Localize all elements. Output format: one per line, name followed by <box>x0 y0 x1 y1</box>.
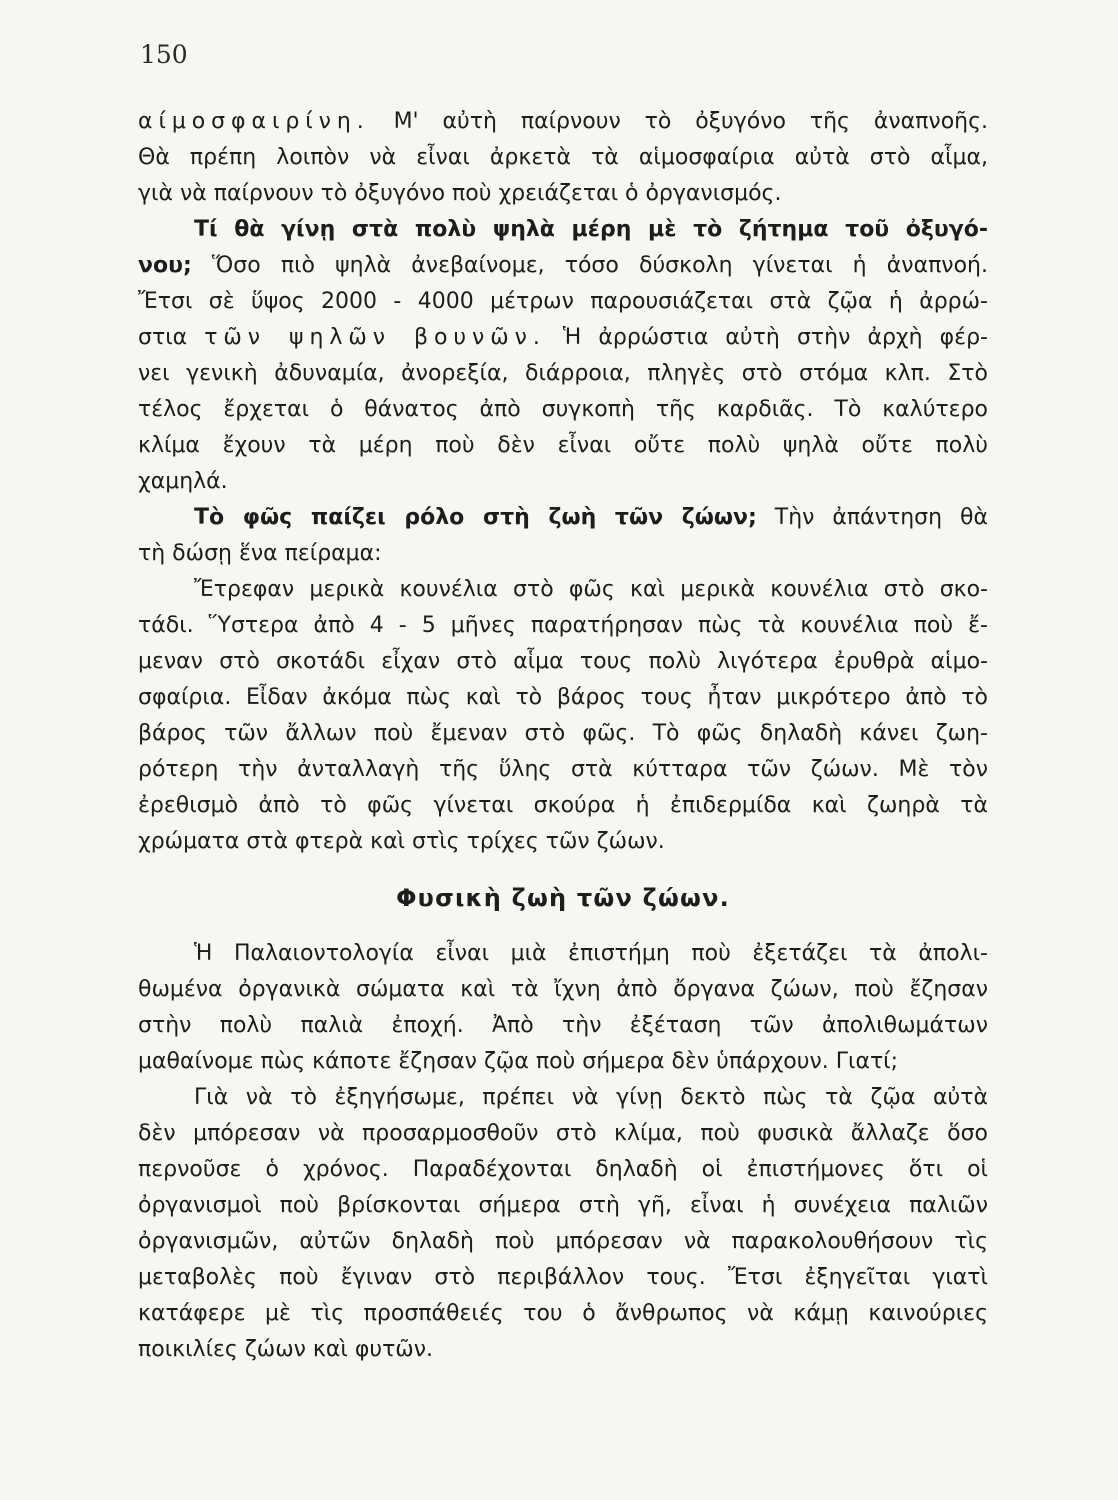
text-segment: μεναν στὸ σκοτάδι εἶχαν στὸ αἷμα τους πολὺ λιγότερα ἐρυθρὰ αἱμο- <box>138 649 988 674</box>
text-segment: ποικιλίες ζώων καὶ φυτῶν. <box>138 1337 434 1362</box>
paragraph <box>138 572 988 860</box>
paragraph <box>138 500 988 572</box>
section-heading: Φυσικὴ ζωὴ τῶν ζώων. <box>396 884 730 912</box>
text-segment: Ἡ Παλαιοντολογία εἶναι μιὰ ἐπιστήμη ποὺ ἐξετάζει τὰ ἀπολι- <box>194 941 988 966</box>
text-line <box>138 644 988 680</box>
text-line <box>138 1008 988 1044</box>
text-segment: κατάφερε μὲ τὶς προσπάθειές του ὁ ἄνθρωπος νὰ κάμῃ καινούριες <box>138 1301 988 1326</box>
text-line <box>138 284 988 320</box>
text-segment: περνοῦσε ὁ χρόνος. Παραδέχονται δηλαδὴ οἱ ἐπιστήμονες ὅτι οἱ <box>138 1157 988 1182</box>
text-segment: στὴν πολὺ παλιὰ ἐποχή. Ἀπὸ τὴν ἐξέταση τῶν ἀπολιθωμάτων <box>138 1013 988 1038</box>
text-line <box>138 1260 988 1296</box>
page-number: 150 <box>140 40 188 69</box>
text-segment: τάδι. Ὕστερα ἀπὸ 4 - 5 μῆνες παρατήρησαν πὼς τὰ κουνέλια ποὺ ἔ- <box>138 613 988 638</box>
text-segment: Ἔτσι σὲ ὕψος 2000 - 4000 μέτρων παρουσιάζεται στὰ ζῷα ἡ ἀρρώ- <box>138 289 988 314</box>
text-segment: ὀργανισμῶν, αὐτῶν δηλαδὴ ποὺ μπόρεσαν νὰ παρακολουθήσουν τὶς <box>138 1229 988 1254</box>
text-line <box>138 1152 988 1188</box>
text-segment: τὴ δώσῃ ἕνα πείραμα: <box>138 541 382 566</box>
text-line <box>138 212 988 248</box>
text-segment: γιὰ νὰ παίρνουν τὸ ὀξυγόνο ποὺ χρειάζεται ὁ ὀργανισμός. <box>138 181 782 206</box>
paragraph <box>138 936 988 1080</box>
text-segment: Μ' αὐτὴ παίρνουν τὸ ὀξυγόνο τῆς ἀναπνοῆς. <box>369 109 988 134</box>
bold-text: Τὸ φῶς παίζει ρόλο στὴ ζωὴ τῶν ζώων; <box>194 505 757 530</box>
text-line <box>138 104 988 140</box>
text-segment: τέλος ἔρχεται ὁ θάνατος ἀπὸ συγκοπὴ τῆς καρδιᾶς. Τὸ καλύτερο <box>138 397 988 422</box>
bold-text: Τί θὰ γίνῃ στὰ πολὺ ψηλὰ μέρη μὲ τὸ ζήτημα τοῦ ὀξυγό- <box>194 217 988 242</box>
text-line <box>138 536 988 572</box>
spaced-emphasis-text: αίμοσφαιρίνη. <box>138 109 370 134</box>
spaced-emphasis-text: τῶν ψηλῶν βουνῶν. <box>204 325 546 350</box>
text-segment: Ἡ ἀρρώστια αὐτὴ στὴν ἀρχὴ φέρ- <box>545 325 988 350</box>
text-line <box>138 752 988 788</box>
text-line <box>138 140 988 176</box>
text-segment: χρώματα στὰ φτερὰ καὶ στὶς τρίχες τῶν ζώων. <box>138 829 665 854</box>
text-line <box>138 1080 988 1116</box>
text-line <box>138 320 988 356</box>
text-line <box>138 392 988 428</box>
text-line <box>138 716 988 752</box>
text-line <box>138 500 988 536</box>
text-line <box>138 824 988 860</box>
text-segment: θωμένα ὀργανικὰ σώματα καὶ τὰ ἴχνη ἀπὸ ὄργανα ζώων, ποὺ ἔζησαν <box>138 977 988 1002</box>
text-line <box>138 1188 988 1224</box>
text-line <box>138 788 988 824</box>
text-segment: Γιὰ νὰ τὸ ἐξηγήσωμε, πρέπει νὰ γίνῃ δεκτὸ πὼς τὰ ζῷα αὐτὰ <box>194 1085 988 1110</box>
text-line <box>138 248 988 284</box>
text-segment: βάρος τῶν ἄλλων ποὺ ἔμεναν στὸ φῶς. Τὸ φῶς δηλαδὴ κάνει ζωη- <box>138 721 988 746</box>
text-segment: χαμηλά. <box>138 469 228 494</box>
text-segment: στια <box>138 325 205 350</box>
text-line <box>138 1116 988 1152</box>
text-segment: κλίμα ἔχουν τὰ μέρη ποὺ δὲν εἶναι οὔτε πολὺ ψηλὰ οὔτε πολὺ <box>138 433 988 458</box>
text-line <box>138 428 988 464</box>
paragraph <box>138 1080 988 1368</box>
text-segment: νει γενικὴ ἀδυναμία, ἀνορεξία, διάρροια, πληγὲς στὸ στόμα κλπ. Στὸ <box>138 361 988 386</box>
text-segment: ρότερη τὴν ἀνταλλαγὴ τῆς ὕλης στὰ κύτταρα τῶν ζώων. Μὲ τὸν <box>138 757 988 782</box>
body-text <box>138 104 988 1368</box>
text-segment: ἐρεθισμὸ ἀπὸ τὸ φῶς γίνεται σκούρα ἡ ἐπιδερμίδα καὶ ζωηρὰ τὰ <box>138 793 988 818</box>
text-segment: Θὰ πρέπη λοιπὸν νὰ εἶναι ἀρκετὰ τὰ αἱμοσφαίρια αὐτὰ στὸ αἷμα, <box>138 145 988 170</box>
text-segment: δὲν μπόρεσαν νὰ προσαρμοσθοῦν στὸ κλίμα, ποὺ φυσικὰ ἄλλαζε ὅσο <box>138 1121 988 1146</box>
text-line <box>138 1044 988 1080</box>
text-segment: σφαίρια. Εἶδαν ἀκόμα πὼς καὶ τὸ βάρος τους ἦταν μικρότερο ἀπὸ τὸ <box>138 685 988 710</box>
text-line <box>138 1332 988 1368</box>
text-line <box>138 608 988 644</box>
text-line <box>138 1296 988 1332</box>
text-segment: Ὅσο πιὸ ψηλὰ ἀνεβαίνομε, τόσο δύσκολη γίνεται ἡ ἀναπνοή. <box>191 253 988 278</box>
text-line <box>138 680 988 716</box>
text-line <box>138 936 988 972</box>
text-line <box>138 176 988 212</box>
text-segment: μαθαίνομε πὼς κάποτε ἔζησαν ζῷα ποὺ σήμερα δὲν ὑπάρχουν. Γιατί; <box>138 1049 899 1074</box>
text-segment: Ἔτρεφαν μερικὰ κουνέλια στὸ φῶς καὶ μερικὰ κουνέλια στὸ σκο- <box>194 577 988 602</box>
text-line <box>138 572 988 608</box>
paragraph <box>138 212 988 500</box>
text-segment: μεταβολὲς ποὺ ἔγιναν στὸ περιβάλλον τους. Ἔτσι ἐξηγεῖται γιατὶ <box>138 1265 988 1290</box>
bold-text: νου; <box>138 253 192 278</box>
paragraphs-after-heading <box>138 936 988 1368</box>
text-line <box>138 1224 988 1260</box>
text-line <box>138 972 988 1008</box>
text-segment: ὀργανισμοὶ ποὺ βρίσκονται σήμερα στὴ γῆ, εἶναι ἡ συνέχεια παλιῶν <box>138 1193 988 1218</box>
paragraphs-before-heading <box>138 104 988 860</box>
text-line <box>138 356 988 392</box>
paragraph <box>138 104 988 212</box>
text-line <box>138 464 988 500</box>
text-segment: Τὴν ἀπάντηση θὰ <box>756 505 988 530</box>
